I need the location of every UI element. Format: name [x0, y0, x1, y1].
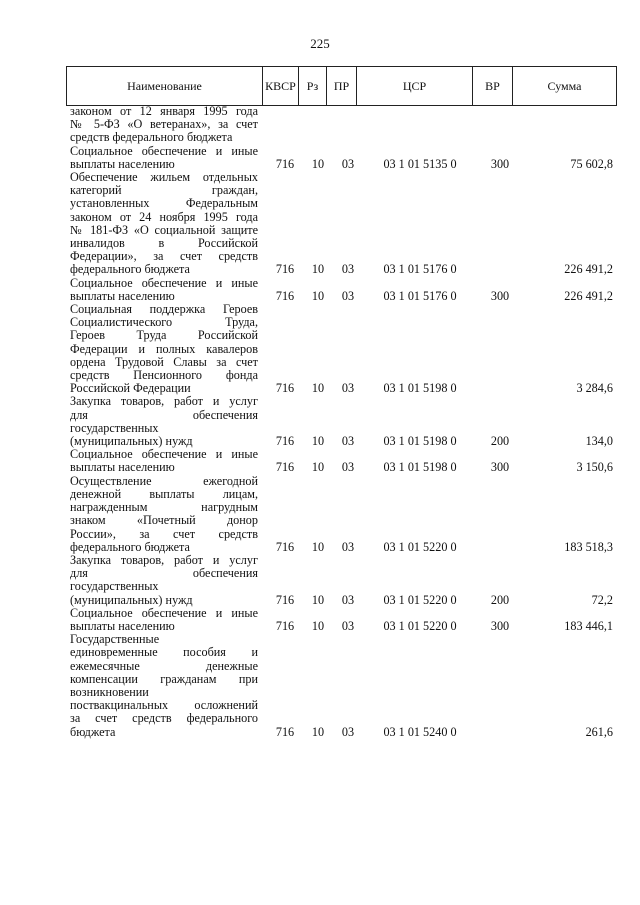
row-name-line: средств федерального бюджета [70, 130, 233, 145]
row-name-line: средств Пенсионного фонда [70, 368, 258, 383]
row-name-line: выплаты населению [70, 460, 175, 475]
table-row [70, 105, 616, 145]
row-pr: 03 [341, 539, 355, 554]
table-row [70, 633, 616, 739]
row-pr: 03 [341, 262, 355, 277]
row-pr: 03 [341, 156, 355, 171]
row-kvsr: 716 [275, 618, 295, 633]
row-name-line: федерального бюджета [70, 539, 190, 554]
row-name-line: ордена Трудовой Славы за счет [70, 354, 258, 369]
row-name [70, 475, 258, 554]
row-vr: 200 [490, 592, 510, 607]
header-sum: Сумма [513, 67, 617, 106]
row-kvsr: 716 [275, 288, 295, 303]
row-name-line: для обеспечения [70, 407, 258, 422]
row-name-line: категорий граждан, [70, 183, 258, 198]
row-name-line: законом от 12 января 1995 года [70, 104, 258, 118]
row-name-line: России», за счет средств [70, 526, 258, 541]
row-name-line: установленных Федеральным [70, 196, 258, 211]
row-csr: 03 1 01 5240 0 [383, 724, 457, 739]
header-pr: ПР [327, 67, 357, 106]
row-name-line: выплаты населению [70, 288, 175, 303]
row-pr: 03 [341, 434, 355, 449]
row-name [70, 633, 258, 739]
row-name [70, 277, 258, 303]
row-name-line: выплаты населению [70, 156, 175, 171]
row-name-line: знаком «Почетный донор [70, 513, 258, 528]
row-csr: 03 1 01 5220 0 [383, 539, 457, 554]
row-name-line: единовременные пособия и [70, 645, 258, 660]
row-name-line: федерального бюджета [70, 262, 190, 277]
row-name-line: Закупка товаров, работ и услуг [70, 552, 258, 567]
row-kvsr: 716 [275, 460, 295, 475]
row-rz: 10 [311, 434, 325, 449]
row-csr: 03 1 01 5198 0 [383, 460, 457, 475]
row-name-line: Социальное обеспечение и иные [70, 605, 258, 620]
row-name [70, 303, 258, 395]
row-pr: 03 [341, 460, 355, 475]
row-kvsr: 716 [275, 381, 295, 396]
row-pr: 03 [341, 381, 355, 396]
row-name-line: бюджета [70, 724, 116, 739]
table-row [70, 277, 616, 303]
row-rz: 10 [311, 539, 325, 554]
row-name-line: выплаты населению [70, 618, 175, 633]
row-name [70, 395, 258, 448]
row-name-line: Социальное обеспечение и иные [70, 143, 258, 158]
row-name-line: компенсации гражданам при [70, 671, 258, 686]
row-name-line: государственных [70, 579, 159, 594]
row-vr: 300 [490, 618, 510, 633]
row-csr: 03 1 01 5135 0 [383, 156, 457, 171]
row-rz: 10 [311, 288, 325, 303]
header-csr: ЦСР [357, 67, 473, 106]
row-kvsr: 716 [275, 156, 295, 171]
row-name [70, 145, 258, 171]
row-vr: 200 [490, 434, 510, 449]
row-name-line: (муниципальных) нужд [70, 592, 193, 607]
row-sum: 183 518,3 [564, 539, 613, 554]
row-kvsr: 716 [275, 434, 295, 449]
row-csr: 03 1 01 5198 0 [383, 381, 457, 396]
row-name-line: для обеспечения [70, 566, 258, 581]
row-name-line: государственных [70, 420, 159, 435]
row-pr: 03 [341, 288, 355, 303]
row-sum: 261,6 [585, 724, 613, 739]
row-name-line: Закупка товаров, работ и услуг [70, 394, 258, 409]
row-name-line: денежной выплаты лицам, [70, 486, 258, 501]
row-name-line: инвалидов в Российской [70, 236, 258, 251]
row-sum: 226 491,2 [564, 262, 613, 277]
header-vr: ВР [473, 67, 513, 106]
row-pr: 03 [341, 724, 355, 739]
row-rz: 10 [311, 592, 325, 607]
row-sum: 226 491,2 [564, 288, 613, 303]
row-name-line: возникновении [70, 684, 149, 699]
row-sum: 72,2 [591, 592, 613, 607]
row-kvsr: 716 [275, 724, 295, 739]
row-name-line: Социальная поддержка Героев [70, 302, 258, 317]
row-name-line: Осуществление ежегодной [70, 473, 258, 488]
row-name-line: Федерации и полных кавалеров [70, 341, 258, 356]
row-kvsr: 716 [275, 262, 295, 277]
row-name-line: Социальное обеспечение и иные [70, 275, 258, 290]
row-name-line: Российской Федерации [70, 381, 191, 396]
row-pr: 03 [341, 618, 355, 633]
row-name-line: Государственные [70, 632, 160, 647]
row-vr: 300 [490, 288, 510, 303]
row-rz: 10 [311, 156, 325, 171]
row-name-line: Социальное обеспечение и иные [70, 447, 258, 462]
row-name-line: за счет средств федерального [70, 711, 258, 726]
table-body [70, 105, 616, 739]
row-name-line: поствакцинальных осложнений [70, 698, 258, 713]
row-name-line: Социалистического Труда, [70, 315, 258, 330]
table-row [70, 607, 616, 633]
table-row [70, 475, 616, 554]
row-sum: 134,0 [585, 434, 613, 449]
row-name-line: № 181-ФЗ «О социальной защите [70, 222, 258, 237]
row-name [70, 607, 258, 633]
header-rz: Рз [299, 67, 327, 106]
row-name [70, 105, 258, 145]
row-name [70, 448, 258, 474]
row-rz: 10 [311, 618, 325, 633]
table-row [70, 145, 616, 171]
row-name-line: Обеспечение жильем отдельных [70, 170, 258, 185]
table-row [70, 554, 616, 607]
page-number: 225 [310, 36, 330, 51]
row-name-line: (муниципальных) нужд [70, 434, 193, 449]
header-kvsr: КВСР [263, 67, 299, 106]
row-rz: 10 [311, 262, 325, 277]
table-header [66, 66, 617, 106]
row-name-line: Федерации», за счет средств [70, 249, 258, 264]
table-row [70, 448, 616, 474]
row-pr: 03 [341, 592, 355, 607]
row-csr: 03 1 01 5198 0 [383, 434, 457, 449]
row-sum: 183 446,1 [564, 618, 613, 633]
header-name: Наименование [67, 67, 263, 106]
row-sum: 3 284,6 [576, 381, 613, 396]
row-name-line: Героев Труда Российской [70, 328, 258, 343]
table-row [70, 303, 616, 395]
row-kvsr: 716 [275, 592, 295, 607]
row-name-line: № 5-ФЗ «О ветеранах», за счет [70, 117, 258, 132]
row-vr: 300 [490, 156, 510, 171]
row-name-line: награжденным нагрудным [70, 500, 258, 515]
table-row [70, 171, 616, 277]
row-csr: 03 1 01 5176 0 [383, 288, 457, 303]
row-csr: 03 1 01 5176 0 [383, 262, 457, 277]
row-name-line: ежемесячные денежные [70, 658, 258, 673]
row-rz: 10 [311, 724, 325, 739]
row-csr: 03 1 01 5220 0 [383, 592, 457, 607]
row-name-line: законом от 24 ноября 1995 года [70, 209, 258, 224]
row-vr: 300 [490, 460, 510, 475]
row-sum: 75 602,8 [570, 156, 613, 171]
row-name [70, 554, 258, 607]
row-sum: 3 150,6 [576, 460, 613, 475]
row-rz: 10 [311, 381, 325, 396]
table-row [70, 395, 616, 448]
row-name [70, 171, 258, 277]
row-kvsr: 716 [275, 539, 295, 554]
row-csr: 03 1 01 5220 0 [383, 618, 457, 633]
row-rz: 10 [311, 460, 325, 475]
